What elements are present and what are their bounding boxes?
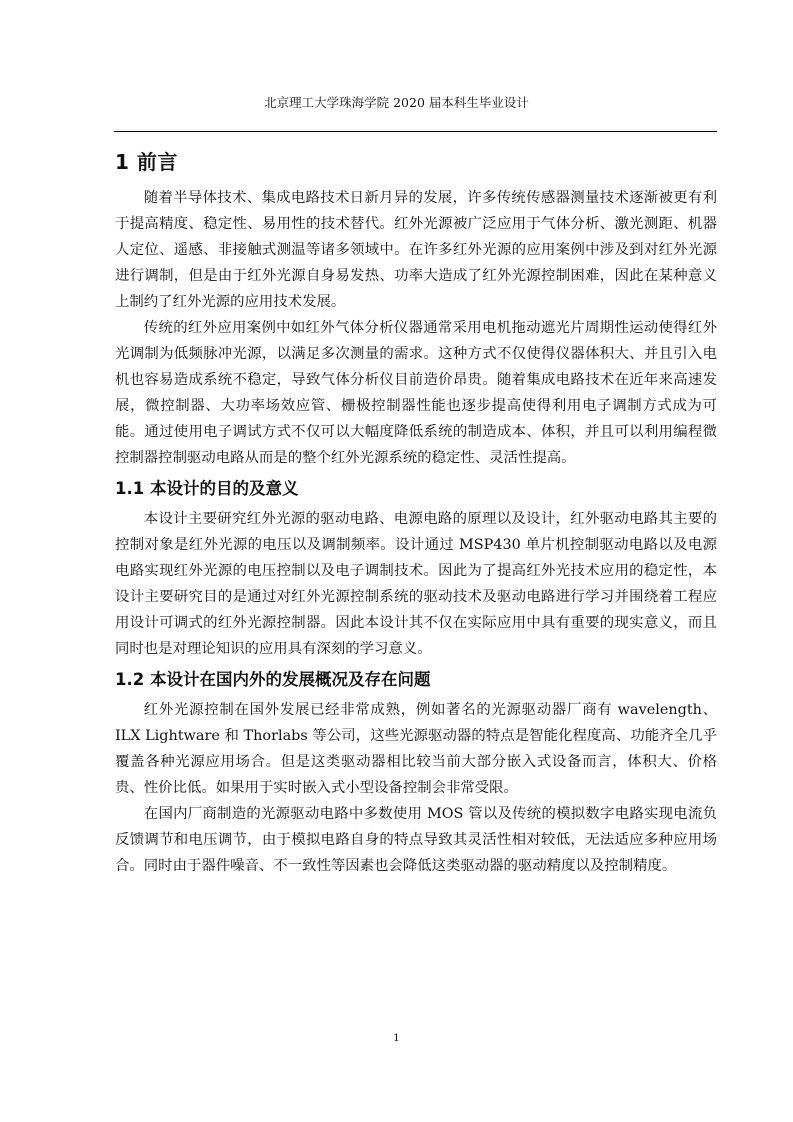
paragraph-purpose-1: 本设计主要研究红外光源的驱动电路、电源电路的原理以及设计，红外驱动电路其主要的控制对象是红外光源的电压以及调制频率。设计通过 MSP430 单片机控制驱动电路以及电源电路实现红外光源的电压控制以及电子调制技术。因此为了提高红外光技术应用的稳定性，本设计主要研究目的是通过对红外光源控制系统的驱动技术及驱动电路进行学习并围绕着工程应用设计可调式的红外光源控制器。因此本设计其不仅在实际应用中具有重要的现实意义，而且同时也是对理论知识的应用具有深刻的学习意义。 [115,511,717,657]
page-number: 1 [393,1032,400,1044]
page-body [115,140,717,879]
section-heading-development: 1.2 本设计在国内外的发展概况及存在问题 [115,670,431,689]
section-heading-purpose: 1.1 本设计的目的及意义 [115,479,299,498]
header-rule [114,131,717,132]
paragraph-development-2: 在国内厂商制造的光源驱动电路中多数使用 MOS 管以及传统的模拟数字电路实现电流负反馈调节和电压调节，由于模拟电路自身的特点导致其灵活性相对较低，无法适应多种应用场合。同时由于器件噪音、不一致性等因素也会降低这类驱动器的驱动精度以及控制精度。 [115,806,717,874]
section-heading-preface: 1 前言 [115,150,178,174]
running-header: 北京理工大学珠海学院 2020 届本科生毕业设计 [264,95,529,110]
paragraph-development-1: 红外光源控制在国外发展已经非常成熟，例如著名的光源驱动器厂商有 wavelength、ILX Lightware 和 Thorlabs 等公司，这些光源驱动器的特点是智能化程度高、功能齐全几乎覆盖各种光源应用场合。但是这类驱动器相比较当前大部分嵌入式设备而言，体积大、价格贵、性价比低。如果用于实时嵌入式小型设备控制会非常受限。 [115,702,717,796]
paragraph-preface-2: 传统的红外应用案例中如红外气体分析仪器通常采用电机拖动遮光片周期性运动使得红外光调制为低频脉冲光源，以满足多次测量的需求。这种方式不仅使得仪器体积大、并且引入电机也容易造成系统不稳定，导致气体分析仪目前造价昂贵。随着集成电路技术在近年来高速发展，微控制器、大功率场效应管、栅极控制器性能也逐步提高使得利用电子调制方式成为可能。通过使用电子调试方式不仅可以大幅度降低系统的制造成本、体积，并且可以利用编程微控制器控制驱动电路从而是的整个红外光源系统的稳定性、灵活性提高。 [115,320,717,466]
paragraph-preface-1: 随着半导体技术、集成电路技术日新月异的发展，许多传统传感器测量技术逐渐被更有利于提高精度、稳定性、易用性的技术替代。红外光源被广泛应用于气体分析、激光测距、机器人定位、遥感、非接触式测温等诸多领域中。在许多红外光源的应用案例中涉及到对红外光源进行调制，但是由于红外光源自身易发热、功率大造成了红外光源控制困难，因此在某种意义上制约了红外光源的应用技术发展。 [115,190,717,310]
